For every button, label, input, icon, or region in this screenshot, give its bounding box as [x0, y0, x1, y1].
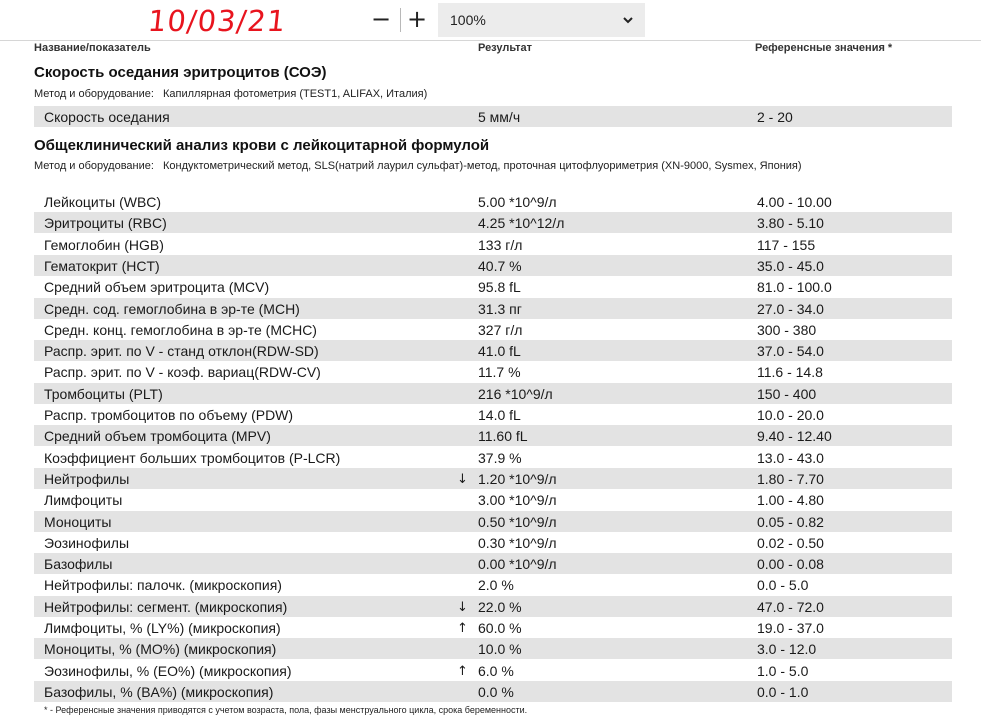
table-row — [34, 532, 952, 553]
zoom-out-button[interactable]: − — [370, 5, 392, 33]
row-reference: 81.0 - 100.0 — [757, 279, 832, 296]
row-result: 2.0 % — [478, 577, 514, 594]
row-name: Базофилы — [44, 556, 113, 573]
row-name: Гематокрит (HCT) — [44, 257, 160, 274]
row-reference: 11.6 - 14.8 — [757, 364, 823, 381]
table-row — [34, 383, 952, 404]
table-row — [34, 447, 952, 468]
row-flag-arrow-icon: ↑ — [457, 621, 468, 636]
row-name: Нейтрофилы: сегмент. (микроскопия) — [44, 598, 288, 615]
row-name: Распр. тромбоцитов по объему (PDW) — [44, 407, 294, 423]
row-result: 216 *10^9/л — [478, 385, 553, 402]
table-row — [34, 638, 952, 659]
row-name: Лимфоциты, % (LY%) (микроскопия) — [44, 620, 281, 636]
row-result: 1.20 *10^9/л — [478, 470, 557, 487]
header-result: Результат — [478, 42, 533, 54]
table-row — [34, 596, 952, 617]
table-row — [34, 660, 952, 681]
table-row — [34, 489, 952, 510]
row-result: 0.00 *10^9/л — [478, 556, 557, 573]
row-reference: 3.0 - 12.0 — [757, 641, 817, 658]
esr-method-label: Метод и оборудование: — [34, 88, 154, 100]
row-reference: 9.40 - 12.40 — [757, 428, 832, 445]
zoom-level-select[interactable] — [438, 3, 645, 37]
row-reference: 19.0 - 37.0 — [757, 620, 824, 636]
row-name: Эозинофилы, % (EO%) (микроскопия) — [44, 662, 292, 679]
row-name: Базофилы, % (BA%) (микроскопия) — [44, 683, 274, 700]
row-reference: 1.80 - 7.70 — [757, 470, 824, 487]
table-row — [34, 425, 952, 446]
table-row — [34, 340, 952, 361]
row-reference: 2 - 20 — [757, 109, 793, 125]
row-result: 3.00 *10^9/л — [478, 492, 557, 509]
row-reference: 13.0 - 43.0 — [757, 449, 824, 466]
table-row — [34, 319, 952, 340]
cbc-method-label: Метод и оборудование: — [34, 160, 154, 172]
row-result: 0.30 *10^9/л — [478, 534, 557, 551]
row-result: 31.3 пг — [478, 300, 522, 317]
row-flag-arrow-icon: ↓ — [457, 471, 468, 487]
cbc-method — [34, 158, 834, 175]
header-name: Название/показатель — [34, 42, 151, 54]
table-row — [34, 617, 952, 638]
table-row — [34, 681, 952, 702]
row-reference: 1.0 - 5.0 — [757, 662, 809, 679]
chevron-down-icon — [623, 15, 633, 25]
row-name: Лейкоциты (WBC) — [44, 194, 162, 210]
row-reference: 0.05 - 0.82 — [757, 513, 824, 530]
handwritten-date: 10/03/21 — [146, 4, 289, 38]
row-name: Распр. эрит. по V - коэф. вариац(RDW-CV) — [44, 364, 321, 381]
row-result: 4.25 *10^12/л — [478, 215, 565, 232]
row-name: Средний объем эритроцита (MCV) — [44, 279, 270, 296]
table-row — [34, 553, 952, 574]
row-reference: 10.0 - 20.0 — [757, 407, 824, 423]
row-result: 95.8 fL — [478, 279, 521, 296]
toolbar-separator — [400, 8, 401, 32]
row-reference: 4.00 - 10.00 — [757, 194, 832, 210]
row-name: Эритроциты (RBC) — [44, 215, 167, 232]
table-row — [34, 574, 952, 595]
row-result: 0.50 *10^9/л — [478, 513, 557, 530]
row-result: 5.00 *10^9/л — [478, 194, 557, 210]
table-row — [34, 276, 952, 297]
zoom-in-button[interactable]: + — [406, 5, 428, 33]
row-result: 6.0 % — [478, 662, 514, 679]
row-reference: 27.0 - 34.0 — [757, 300, 824, 317]
row-name: Нейтрофилы: палочк. (микроскопия) — [44, 577, 282, 594]
row-result: 41.0 fL — [478, 343, 521, 360]
row-result: 14.0 fL — [478, 407, 521, 423]
row-reference: 0.0 - 5.0 — [757, 577, 809, 594]
row-reference: 0.0 - 1.0 — [757, 683, 809, 700]
cbc-section-title: Общеклинический анализ крови с лейкоцитарной формулой — [34, 137, 490, 154]
esr-method — [34, 86, 834, 103]
row-name: Средний объем тромбоцита (MPV) — [44, 428, 271, 445]
row-name: Моноциты, % (MO%) (микроскопия) — [44, 641, 277, 658]
row-reference: 0.00 - 0.08 — [757, 556, 824, 573]
row-result: 60.0 % — [478, 620, 522, 636]
row-reference: 117 - 155 — [757, 236, 816, 253]
row-result: 22.0 % — [478, 598, 522, 615]
header-reference: Референсные значения * — [755, 42, 893, 54]
table-row — [34, 468, 952, 489]
row-result: 133 г/л — [478, 236, 523, 253]
row-result: 11.60 fL — [478, 428, 528, 445]
esr-section-title: Скорость оседания эритроцитов (СОЭ) — [34, 64, 327, 81]
table-row — [34, 234, 952, 255]
table-row — [34, 511, 952, 532]
table-row — [34, 212, 952, 233]
row-reference: 3.80 - 5.10 — [757, 215, 824, 232]
row-reference: 35.0 - 45.0 — [757, 257, 824, 274]
row-result: 10.0 % — [478, 641, 522, 658]
row-result: 37.9 % — [478, 449, 522, 466]
row-reference: 47.0 - 72.0 — [757, 598, 824, 615]
row-result: 11.7 % — [478, 364, 521, 381]
row-name: Средн. сод. гемоглобина в эр-те (MCH) — [44, 300, 300, 317]
toolbar-divider — [0, 40, 981, 41]
row-name: Скорость оседания — [44, 109, 170, 125]
row-name: Моноциты — [44, 513, 112, 530]
table-row — [34, 255, 952, 276]
row-flag-arrow-icon: ↑ — [457, 663, 468, 679]
row-result: 327 г/л — [478, 321, 523, 338]
table-row — [34, 404, 952, 425]
esr-method-text: Капиллярная фотометрия (TEST1, ALIFAX, Италия) — [163, 88, 428, 100]
table-row — [34, 106, 952, 127]
table-row — [34, 191, 952, 212]
row-result: 40.7 % — [478, 257, 522, 274]
table-row — [34, 298, 952, 319]
zoom-level-value: 100% — [450, 12, 486, 28]
row-name: Тромбоциты (PLT) — [44, 385, 163, 402]
row-result: 0.0 % — [478, 683, 514, 700]
row-reference: 300 - 380 — [757, 321, 817, 338]
row-name: Эозинофилы — [44, 534, 130, 551]
footnote: * - Референсные значения приводятся с учетом возраста, пола, фазы менструального цикла, срока беременности. — [44, 705, 528, 715]
row-reference: 150 - 400 — [757, 385, 817, 402]
row-reference: 1.00 - 4.80 — [757, 492, 824, 509]
row-reference: 0.02 - 0.50 — [757, 534, 824, 551]
cbc-method-text: Кондуктометрический метод, SLS(натрий лаурил сульфат)-метод, проточная цитофлуориметрия (XN-9000, Sysmex, Япония) — [163, 160, 802, 172]
row-name: Средн. конц. гемоглобина в эр-те (MCHC) — [44, 321, 317, 338]
row-name: Распр. эрит. по V - станд отклон(RDW-SD) — [44, 343, 319, 360]
row-name: Лимфоциты — [44, 492, 123, 509]
row-name: Гемоглобин (HGB) — [44, 236, 164, 253]
row-reference: 37.0 - 54.0 — [757, 343, 824, 360]
row-name: Нейтрофилы — [44, 470, 130, 487]
table-row — [34, 361, 952, 382]
row-result: 5 мм/ч — [478, 109, 521, 125]
row-flag-arrow-icon: ↓ — [457, 599, 468, 615]
row-name: Коэффициент больших тромбоцитов (P-LCR) — [44, 449, 341, 466]
